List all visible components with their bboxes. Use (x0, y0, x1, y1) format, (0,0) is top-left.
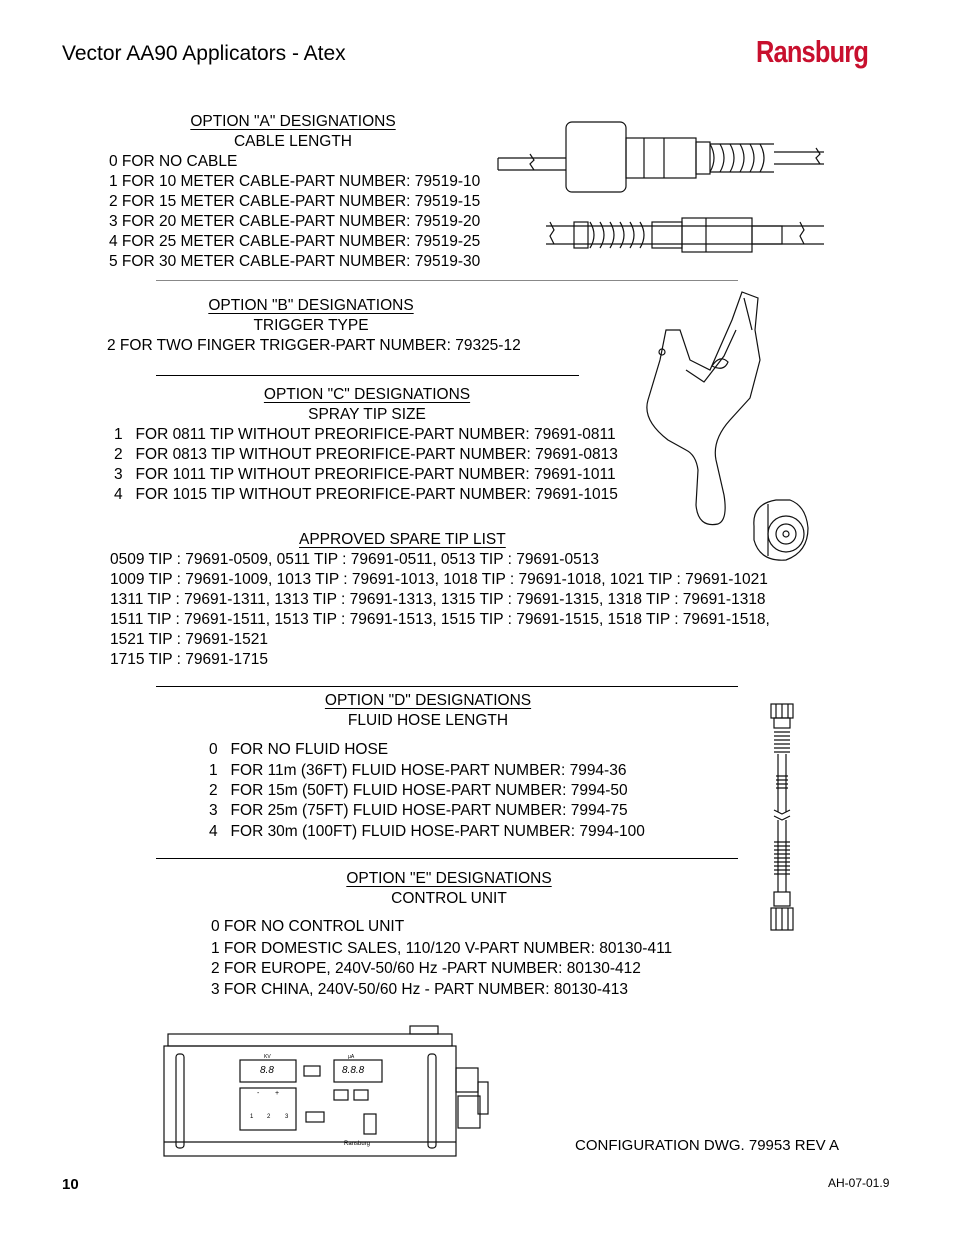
option-d-item: 4 FOR 30m (100FT) FLUID HOSE-PART NUMBER: 7994-100 (209, 823, 645, 840)
minus-key: - (257, 1090, 260, 1097)
option-a-item: 1 FOR 10 METER CABLE-PART NUMBER: 79519-10 (109, 173, 481, 190)
section-divider (156, 858, 738, 859)
option-d-item: 0 FOR NO FLUID HOSE (209, 741, 389, 758)
option-e-heading: OPTION "E" DESIGNATIONS (346, 870, 552, 887)
option-e-item: 0 FOR NO CONTROL UNIT (211, 918, 405, 935)
option-c-item: 3 FOR 1011 TIP WITHOUT PREORIFICE-PART NUMBER: 79691-1011 (114, 466, 616, 483)
option-c-item: 1 FOR 0811 TIP WITHOUT PREORIFICE-PART NUMBER: 79691-0811 (114, 426, 616, 443)
option-e-subheading: CONTROL UNIT (391, 890, 507, 907)
control-unit-outline (160, 1024, 496, 1160)
option-c-subheading: SPRAY TIP SIZE (308, 406, 426, 423)
option-e-item: 3 FOR CHINA, 240V-50/60 Hz - PART NUMBER: 80130-413 (211, 981, 628, 998)
spare-tip-line: 1009 TIP : 79691-1009, 1013 TIP : 79691-1013, 1018 TIP : 79691-1018, 1021 TIP : 79691-1021 (110, 571, 768, 588)
option-a-item: 4 FOR 25 METER CABLE-PART NUMBER: 79519-25 (109, 233, 481, 250)
section-divider (156, 686, 738, 687)
option-a-item: 5 FOR 30 METER CABLE-PART NUMBER: 79519-30 (109, 253, 481, 270)
option-b-heading: OPTION "B" DESIGNATIONS (208, 297, 414, 314)
ua-label: µA (348, 1054, 355, 1060)
spare-tip-line: 1511 TIP : 79691-1511, 1513 TIP : 79691-1513, 1515 TIP : 79691-1515, 1518 TIP : 79691-1518, (110, 611, 770, 628)
option-c-heading: OPTION "C" DESIGNATIONS (263, 386, 471, 403)
document-code: AH-07-01.9 (828, 1176, 890, 1190)
cable-icon (494, 118, 834, 258)
key-1: 1 (250, 1114, 254, 1120)
key-2: 2 (267, 1114, 271, 1120)
spare-tip-line: 1311 TIP : 79691-1311, 1313 TIP : 79691-1313, 1315 TIP : 79691-1315, 1318 TIP : 79691-1318 (110, 591, 766, 608)
option-a-item: 3 FOR 20 METER CABLE-PART NUMBER: 79519-20 (109, 213, 481, 230)
trigger-icon (640, 290, 770, 530)
spray-tip-icon (746, 496, 812, 564)
document-title: Vector AA90 Applicators - Atex (62, 42, 346, 65)
option-a-heading: OPTION "A" DESIGNATIONS (190, 113, 396, 130)
option-c-item: 2 FOR 0813 TIP WITHOUT PREORIFICE-PART NUMBER: 79691-0813 (114, 446, 618, 463)
option-e-item: 2 FOR EUROPE, 240V-50/60 Hz -PART NUMBER: 80130-412 (211, 960, 641, 977)
option-d-item: 1 FOR 11m (36FT) FLUID HOSE-PART NUMBER: 7994-36 (209, 762, 627, 779)
ua-display: 8.8.8 (342, 1065, 365, 1076)
option-b-subheading: TRIGGER TYPE (253, 317, 369, 334)
brand-logo: Ransburg (756, 34, 869, 69)
option-d-subheading: FLUID HOSE LENGTH (347, 712, 509, 729)
spare-tip-line: 1521 TIP : 79691-1521 (110, 631, 269, 648)
option-e-item: 1 FOR DOMESTIC SALES, 110/120 V-PART NUMBER: 80130-411 (211, 940, 673, 957)
option-a-subheading: CABLE LENGTH (233, 133, 352, 150)
spare-tip-line: 0509 TIP : 79691-0509, 0511 TIP : 79691-0511, 0513 TIP : 79691-0513 (110, 551, 599, 568)
key-3: 3 (285, 1114, 289, 1120)
option-c-item: 4 FOR 1015 TIP WITHOUT PREORIFICE-PART NUMBER: 79691-1015 (114, 486, 618, 503)
option-a-item: 2 FOR 15 METER CABLE-PART NUMBER: 79519-15 (109, 193, 481, 210)
option-a-item: 0 FOR NO CABLE (109, 153, 238, 170)
section-divider (156, 375, 579, 376)
section-divider (156, 280, 738, 281)
drawing-caption: CONFIGURATION DWG. 79953 REV A (575, 1137, 839, 1154)
option-d-heading: OPTION "D" DESIGNATIONS (324, 692, 532, 709)
option-d-item: 2 FOR 15m (50FT) FLUID HOSE-PART NUMBER: 7994-50 (209, 782, 628, 799)
kv-label: KV (264, 1054, 271, 1060)
kv-display: 8.8 (260, 1065, 274, 1076)
plus-key: + (275, 1090, 280, 1097)
page-number: 10 (62, 1176, 79, 1193)
unit-brand: Ransburg (344, 1141, 371, 1147)
option-b-item: 2 FOR TWO FINGER TRIGGER-PART NUMBER: 79325-12 (107, 337, 521, 354)
option-d-item: 3 FOR 25m (75FT) FLUID HOSE-PART NUMBER: 7994-75 (209, 802, 628, 819)
control-unit-icon (160, 1024, 496, 1160)
fluid-hose-icon (766, 702, 798, 934)
spare-tips-heading: APPROVED SPARE TIP LIST (299, 531, 506, 548)
spare-tip-line: 1715 TIP : 79691-1715 (110, 651, 269, 668)
